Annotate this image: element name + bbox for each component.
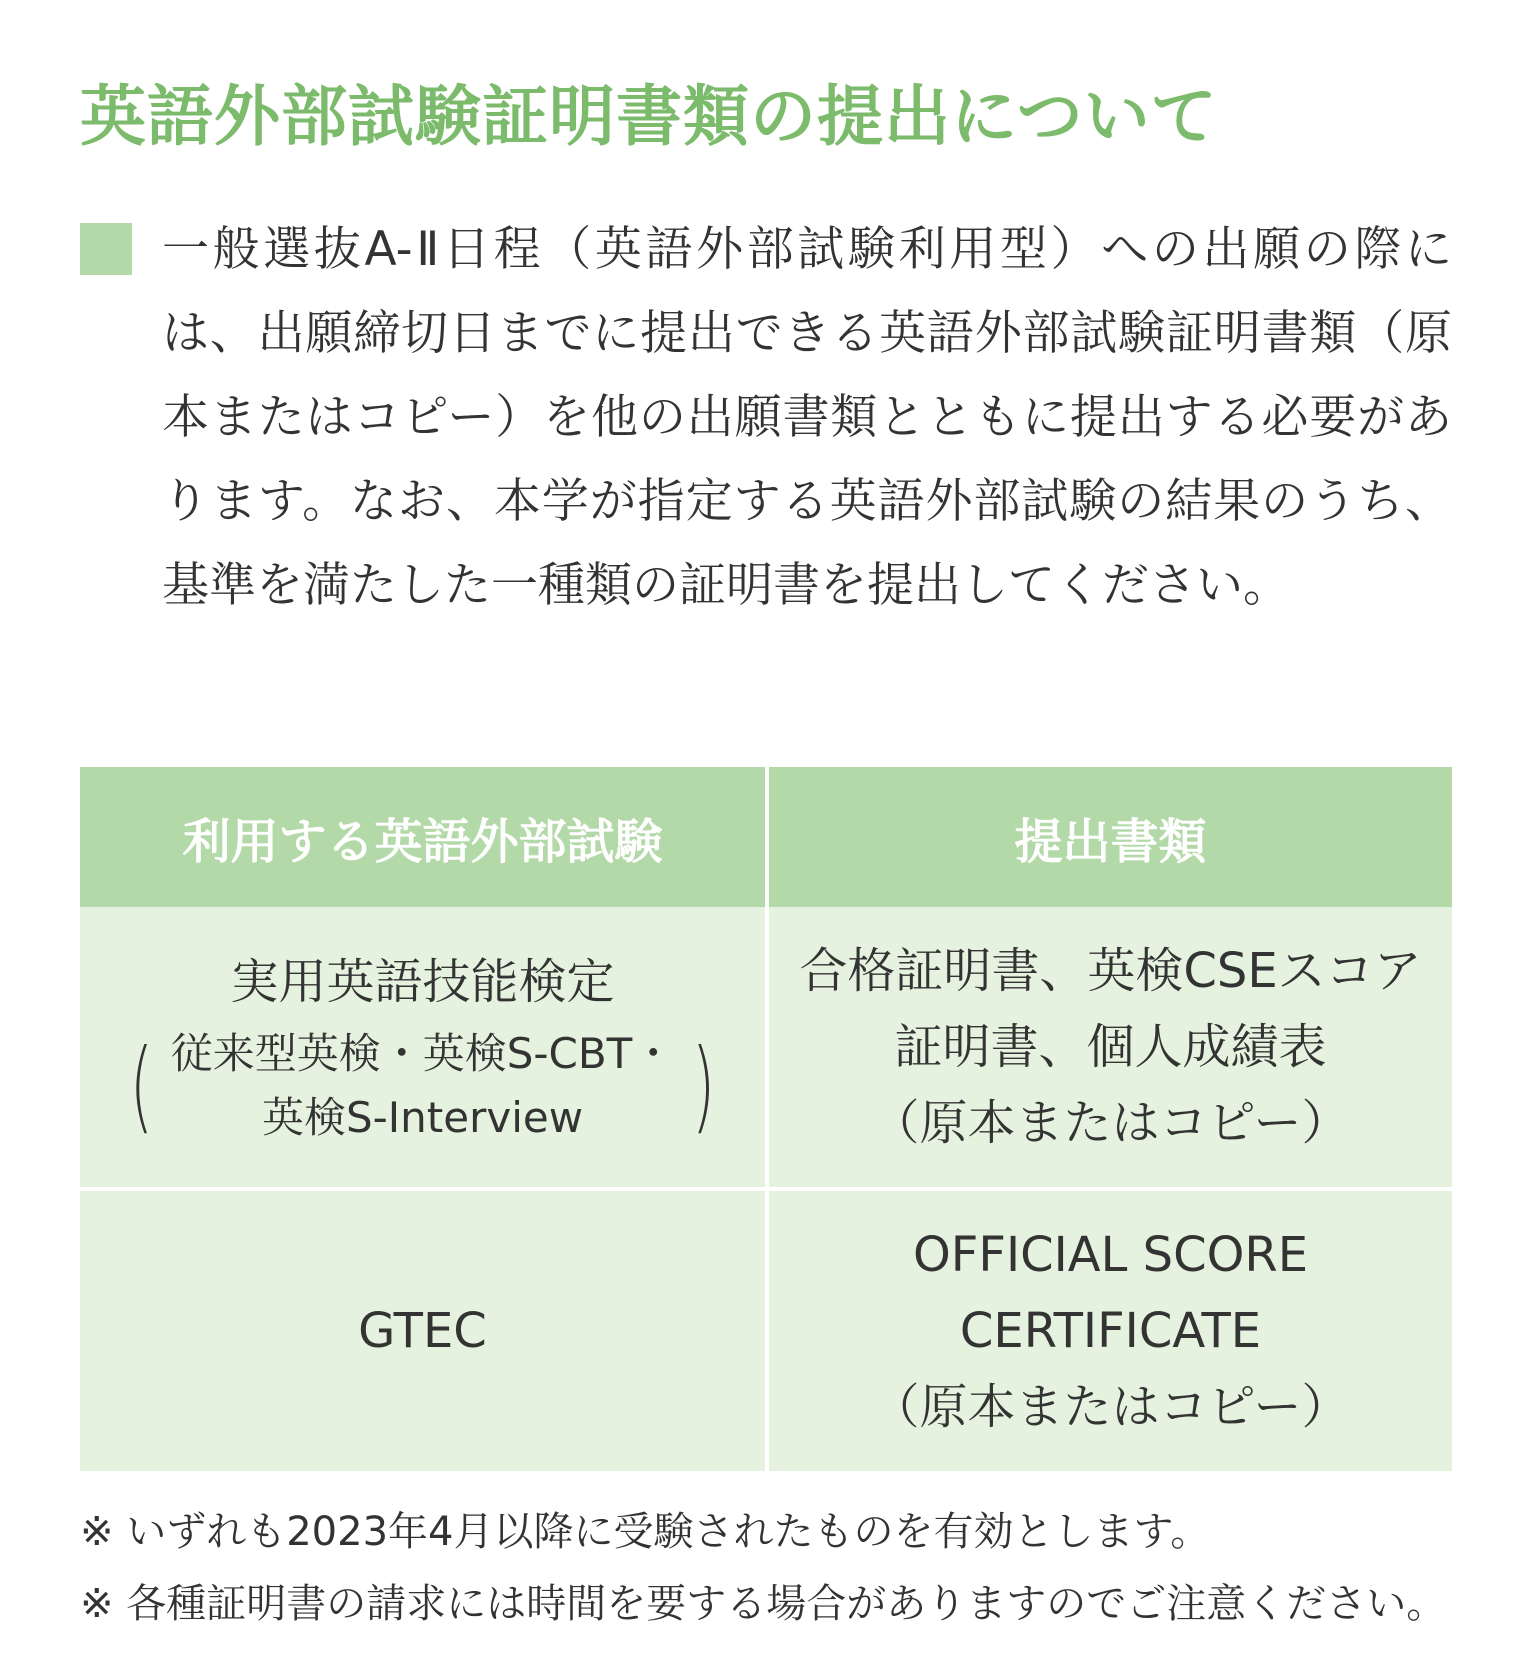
right-paren: )	[692, 1027, 716, 1144]
note-item: ※ 各種証明書の請求には時間を要する場合がありますのでご注意ください。	[80, 1581, 1447, 1627]
exam-cell	[80, 907, 765, 1187]
documents-line3: （原本またはコピー）	[871, 1379, 1350, 1435]
documents-line1: 合格証明書、英検CSEスコア	[799, 943, 1422, 999]
documents-line2: CERTIFICATE	[959, 1303, 1262, 1359]
notes	[80, 1496, 1480, 1640]
requirements-table	[80, 767, 1452, 1471]
documents-line1: OFFICIAL SCORE	[912, 1227, 1309, 1283]
exam-name: 実用英語技能検定	[230, 954, 615, 1010]
lead-text: 一般選抜A-Ⅱ日程（英語外部試験利用型）への出願の際には、出願締切日までに提出できる英語外部試験証明書類（原本またはコピー）を他の出願書類とともに提出する必要があります。なお、本学が指定する英語外部試験の結果のうち、基準を満たした一種類の証明書を提出してください。	[162, 222, 1452, 613]
exam-variants	[122, 1022, 724, 1150]
exam-name: GTEC	[358, 1303, 487, 1359]
documents-cell	[765, 1187, 1452, 1471]
documents-cell	[765, 907, 1452, 1187]
header-exam: 利用する英語外部試験	[80, 767, 765, 907]
table-row	[80, 1187, 1452, 1471]
documents-line3: （原本またはコピー）	[871, 1095, 1350, 1151]
exam-cell	[80, 1187, 765, 1471]
square-bullet-icon	[80, 223, 132, 275]
documents-line2: 証明書、個人成績表	[894, 1019, 1327, 1075]
exam-variants-line2: 英検S-Interview	[261, 1093, 584, 1142]
table-row	[80, 907, 1452, 1187]
exam-variants-text	[161, 1022, 685, 1150]
left-paren: (	[129, 1027, 153, 1144]
table-header-row	[80, 767, 1452, 907]
page-title: 英語外部試験証明書類の提出について	[80, 78, 1218, 155]
note-item: ※ いずれも2023年4月以降に受験されたものを有効とします。	[80, 1509, 1211, 1555]
exam-variants-line1: 従来型英検・英検S-CBT・	[170, 1029, 675, 1078]
header-documents: 提出書類	[765, 767, 1452, 907]
